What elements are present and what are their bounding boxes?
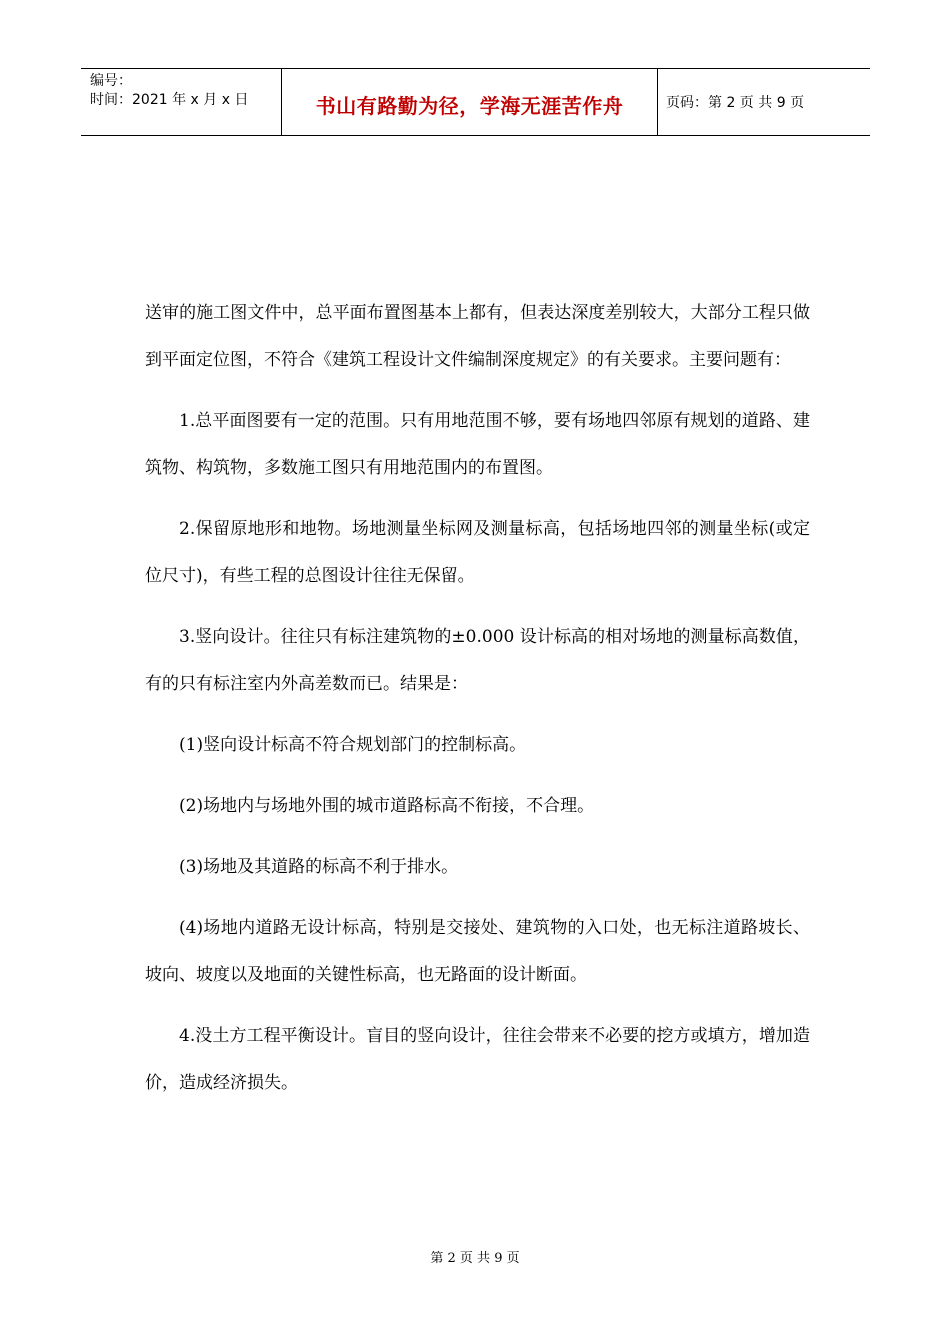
paragraph-item-3: 3.竖向设计。往往只有标注建筑物的±0.000 设计标高的相对场地的测量标高数值，有的只有标注室内外高差数而已。结果是： — [145, 627, 810, 694]
paragraph-subitem-4: (4)场地内道路无设计标高，特别是交接处、建筑物的入口处，也无标注道路坡长、坡向、坡度以及地面的关键性标高，也无路面的设计断面。 — [145, 918, 810, 985]
paragraph-item-1: 1.总平面图要有一定的范围。只有用地范围不够，要有场地四邻原有规划的道路、建筑物、构筑物，多数施工图只有用地范围内的布置图。 — [145, 411, 810, 478]
page-header — [81, 68, 870, 136]
paragraph-intro: 送审的施工图文件中，总平面布置图基本上都有，但表达深度差别较大，大部分工程只做到平面定位图，不符合《建筑工程设计文件编制深度规定》的有关要求。主要问题有： — [145, 303, 810, 370]
document-body — [145, 290, 810, 1121]
paragraph-subitem-3: (3)场地及其道路的标高不利于排水。 — [179, 857, 459, 877]
document-number-label: 编号： — [90, 73, 132, 89]
paragraph-item-4: 4.没土方工程平衡设计。盲目的竖向设计，往往会带来不必要的挖方或填方，增加造价，造成经济损失。 — [145, 1026, 810, 1093]
header-motto: 书山有路勤为径，学海无涯苦作舟 — [282, 69, 658, 135]
document-date: 时间：2021 年 x 月 x 日 — [90, 92, 249, 108]
paragraph-item-2: 2.保留原地形和地物。场地测量坐标网及测量标高，包括场地四邻的测量坐标(或定位尺寸)，有些工程的总图设计往往无保留。 — [145, 519, 810, 586]
header-page-code: 页码：第 2 页 共 9 页 — [666, 95, 805, 111]
page-footer: 第 2 页 共 9 页 — [430, 1251, 520, 1266]
paragraph-subitem-2: (2)场地内与场地外围的城市道路标高不衔接，不合理。 — [179, 796, 595, 816]
header-info-cell — [81, 69, 282, 135]
paragraph-subitem-1: (1)竖向设计标高不符合规划部门的控制标高。 — [179, 735, 527, 755]
